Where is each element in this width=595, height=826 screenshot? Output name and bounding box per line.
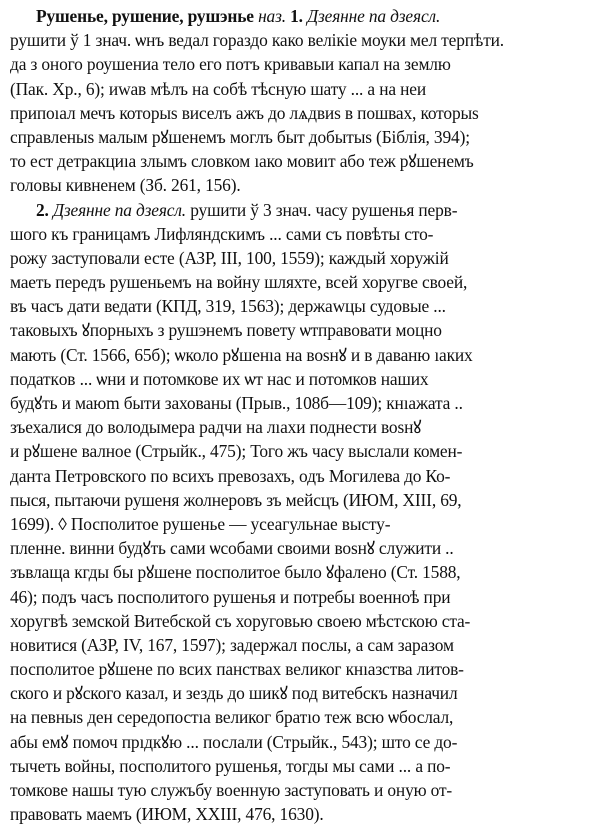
text-line: рожу заступовали есте (АЗР, III, 100, 1559); каждый хоружій	[10, 247, 449, 268]
entry-header-line	[10, 4, 587, 28]
text-line: абы емꙋ помоч прıдкꙋю ... послали (Стрыйк., 543); што се до-	[10, 731, 458, 752]
text-line: будꙋть и маюm быти захованы (Прыв., 108б—109); кнıажата ..	[10, 393, 463, 413]
text-line: посполитое рꙋшене по всих панствах великог кнıазства литов-	[10, 659, 464, 680]
text-line: правовать маемъ (ИЮМ, XXIII, 476, 1630).	[10, 804, 324, 825]
text-line: 1699). ◊ Посполитое рушенье — усеагульнае высту-	[10, 513, 391, 534]
text-line: то ест детракциıа злымъ словком ıако мовиıт або теж рꙋшенемъ	[10, 151, 474, 172]
text-line: тычеть войны, посполитого рушенья, тогды мы сами ... а по-	[10, 755, 451, 776]
sense-2-number: 2.	[36, 199, 49, 220]
text-line: зъвлаща кгды бы рꙋшене посполитое было ꙋфалено (Ст. 1588,	[10, 562, 461, 583]
text-line: справленыs малым рꙋшенемъ моглъ быт добытыs (Біблія, 394);	[10, 126, 470, 147]
headword: Рушенье, рушение, рушэнье	[36, 6, 254, 26]
text-line: въ часъ дати ведати (КПД, 319, 1563); держаwцы судовые ...	[10, 296, 446, 317]
text-line: (Пак. Хр., 6); иwав мѣлъ на собѣ тѣсную шату ... а на неи	[10, 78, 427, 99]
text-line-start: рушити ў 3 знач. часу рушенья перв-	[190, 199, 458, 220]
text-line: шого къ границамъ Лифляндскимъ ... сами съ повѣты сто-	[10, 223, 434, 244]
text-line: 46); подъ часъ посполитого рушенья и потребы военноѣ при	[10, 586, 451, 607]
text-line: хоругвѣ земской Витебской съ хоруговью своею мѣстскою ста-	[10, 610, 471, 631]
text-line: припоıал мечъ которыs виселъ ажъ до лѧдвиs в пошвах, которыs	[10, 102, 479, 123]
part-of-speech: наз.	[258, 6, 286, 26]
sense-2-gloss: Дзеянне па дзеясл.	[52, 199, 186, 220]
text-line: зъехалися до володымера радчи на лıахи поднести воsнꙋ	[10, 417, 422, 438]
sense-2-body	[10, 222, 587, 826]
text-line: томкове нашы тую служъбу военную заступовать и оную от-	[10, 780, 453, 800]
text-line: пленне. винни будꙋть сами ѡсобами своими воsнꙋ служити ..	[10, 538, 454, 559]
text-line: таковыхъ ꙋпорныхъ з рушэнемъ повету ѡтправовати моцно	[10, 320, 442, 341]
text-line: рушити ў 1 знач. ѡнъ ведал гораздо како велікіе моуки мел терпѣти.	[10, 30, 505, 51]
text-line: данта Петровского по всихъ превозахъ, одъ Могилева до Ко-	[10, 465, 451, 486]
text-line: маеть передъ рушеньемъ на войну шляхте, всей хоругве своей,	[10, 272, 468, 293]
sense-1-number: 1.	[290, 6, 303, 26]
text-line: да з оного роушениа тело его потъ кривавыи капал на землю	[10, 54, 451, 75]
text-line: головы кивненем (Зб. 261, 156).	[10, 175, 241, 196]
text-line: и рꙋшене валное (Стрыйк., 475); Того жъ часу выслали комен-	[10, 441, 463, 462]
sense-1-gloss: Дзеянне па дзеясл.	[307, 6, 441, 26]
text-line: податкoв ... ѡни и потомкове их ѡт нас и потомков наших	[10, 368, 429, 389]
text-line: новитися (АЗР, IV, 167, 1597); задержал послы, а сам заразом	[10, 634, 454, 655]
text-line: пыся, пытаючи рушеня жолнеровъ зъ мейсцъ (ИЮМ, XIII, 69,	[10, 489, 462, 510]
sense-1-body	[10, 28, 587, 197]
text-line: мають (Ст. 1566, 65б); ѡколо рꙋшенıа на воsнꙋ и в даваню ıаких	[10, 344, 473, 365]
text-line: на певныs ден середопостıа великог братıо теж всю ѡбослал,	[10, 707, 454, 728]
sense-2-header-line	[10, 198, 587, 222]
text-line: ского и рꙋского казал, и зездь до шикꙋ под витебскъ назначил	[10, 683, 458, 704]
